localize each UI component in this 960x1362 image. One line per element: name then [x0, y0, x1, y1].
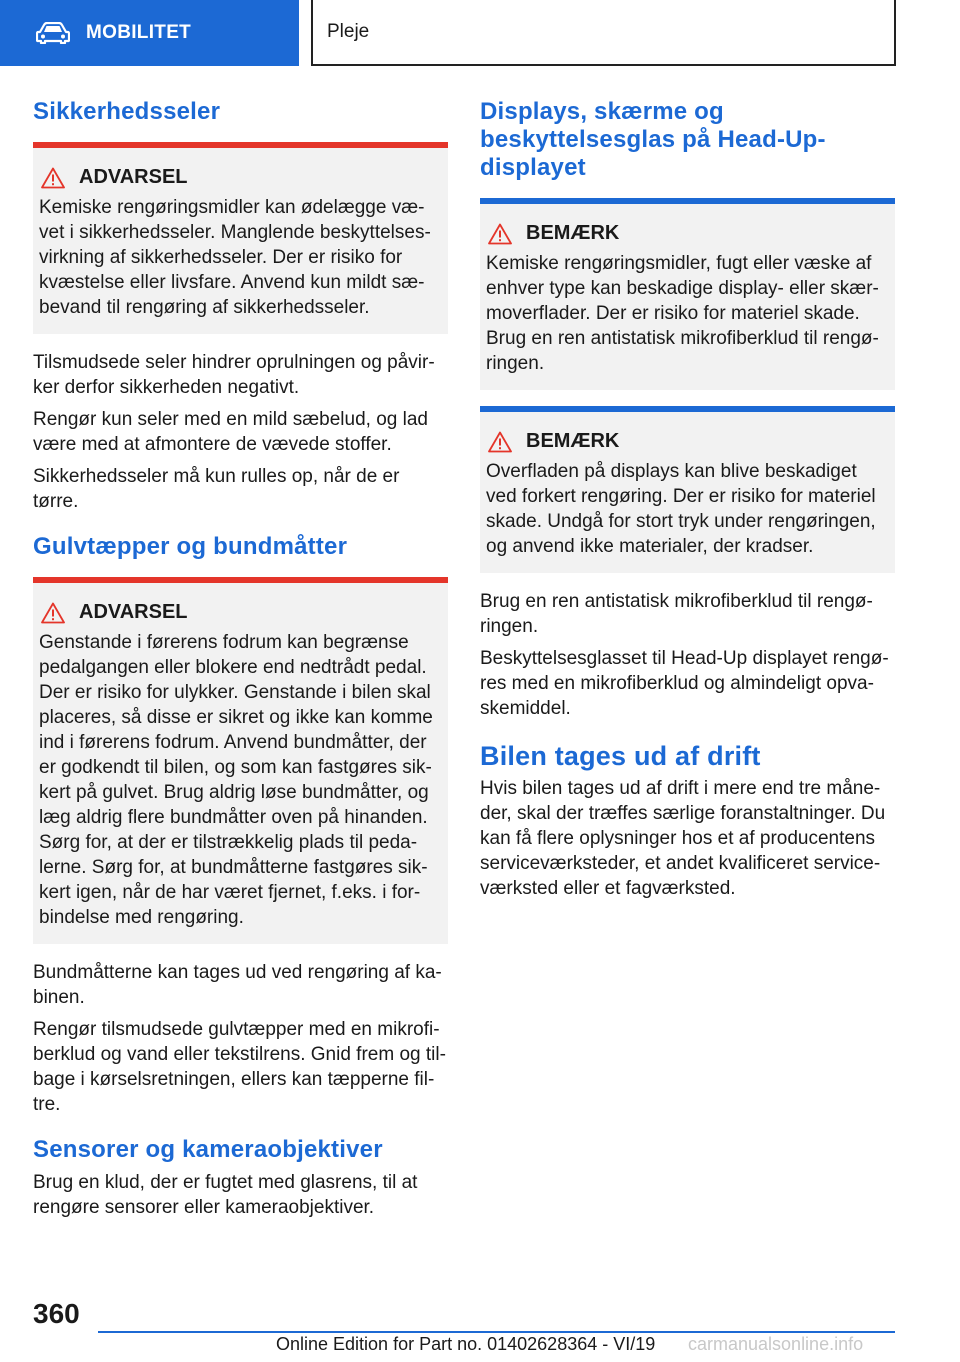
chapter-tab[interactable]: [0, 0, 299, 66]
paragraph: Bundmåtterne kan tages ud ved rengøring af ka-binen.: [33, 962, 442, 1008]
paragraph: Rengør tilsmudsede gulvtæpper med en mikrofi-berklud og vand eller tekstilrens. Gnid frem og til-bage i kørselsretningen, ellers kan tæpperne fil-tre.: [33, 1019, 446, 1115]
note-box-text: Kemiske rengøringsmidler, fugt eller væske af enhver type kan beskadige display- eller skær-moverflader. Der er risiko for materiel skade. Brug en ren antistatisk mikrofiberklud til rengø-ringen.: [486, 253, 879, 374]
note-box-text: Overfladen på displays kan blive beskadiget ved forkert rengøring. Der er risiko for materiel skade. Undgå for stort tryk under rengøringen, og anvend ikke materialer, der kradser.: [486, 461, 876, 557]
paragraph: Beskyttelsesglasset til Head-Up displayet rengø-res med en mikrofiberklud og almindeligt opva-skemiddel.: [480, 648, 889, 719]
paragraph: Tilsmudsede seler hindrer oprulningen og påvir-ker derfor sikkerheden negativt.: [33, 352, 435, 398]
warning-box-header: [39, 166, 440, 189]
note-box-header: [486, 222, 887, 245]
note-box-title: BEMÆRK: [526, 430, 620, 452]
warning-box-text: Kemiske rengøringsmidler kan ødelægge væ-vet i sikkerhedsseler. Manglende beskyttelses-virkning af sikkerhedsseler. Der er risiko for kvæstelse eller livsfare. Anvend kun mildt sæ-bevand til rengøring af sikkerhedsseler.: [39, 197, 431, 318]
warning-triangle-icon: [488, 223, 512, 245]
paragraph: Rengør kun seler med en mild sæbelud, og lad være med at afmontere de vævede stoffer.: [33, 409, 428, 455]
warning-box-text: Genstande i førerens fodrum kan begrænse pedalgangen eller blokere end nedtrådt pedal. Der er risiko for ulykker. Genstande i bilen skal placeres, så disse er sikret og ikke kan komme ind i førerens fodrum. Anvend bundmåtter, der er godkendt til bilen, og som kan fastgøres sik-kert på gulvet. Brug aldrig løse bundmåtter, og læg aldrig flere bundmåtter oven på hinanden. Sørg for, at der er tilstrækkelig plads til peda-lerne. Sørg for, at bundmåtterne fastgøres sik-kert igen, når de har været fjernet, f.eks. i for-bindelse med rengøring.: [39, 632, 433, 928]
warning-box-header: [39, 601, 440, 624]
paragraph: Hvis bilen tages ud af drift i mere end tre måne-der, skal der træffes særlige foranstaltninger. Du kan få flere oplysninger hos et af producentens serviceværksteder, et andet kvalificeret service-værksted eller et fagværksted.: [480, 778, 886, 899]
footer-divider: [98, 1331, 895, 1333]
warning-box-seatbelts: [33, 142, 448, 334]
section-title: Pleje: [327, 21, 370, 42]
heading-sensors: Sensorer og kameraobjektiver: [33, 1136, 383, 1163]
footer-edition-text: Online Edition for Part no. 01402628364 - VI/19: [276, 1334, 656, 1354]
heading-floor-mats: Gulvtæpper og bundmåtter: [33, 533, 348, 560]
paragraph: Sikkerhedsseler må kun rulles op, når de er tørre.: [33, 466, 400, 512]
heading-seatbelts: Sikkerhedsseler: [33, 98, 221, 125]
note-box-displays-1: [480, 198, 895, 390]
page-header: [0, 0, 960, 66]
warning-triangle-icon: [488, 431, 512, 453]
warning-box-floor-mats: [33, 577, 448, 944]
warning-box-title: ADVARSEL: [79, 166, 188, 188]
warning-triangle-icon: [41, 602, 65, 624]
note-box-displays-2: [480, 406, 895, 573]
warning-box-title: ADVARSEL: [79, 601, 188, 623]
car-icon: [36, 22, 70, 44]
note-box-title: BEMÆRK: [526, 222, 620, 244]
note-box-header: [486, 430, 887, 453]
paragraph: Brug en ren antistatisk mikrofiberklud til rengø-ringen.: [480, 591, 873, 637]
warning-triangle-icon: [41, 167, 65, 189]
watermark: carmanualsonline.info: [688, 1334, 864, 1354]
left-column: [33, 98, 448, 1227]
page-number: 360: [33, 1298, 80, 1329]
heading-displays: Displays, skærme og beskyttelsesglas på Head-Up-displayet: [480, 98, 826, 181]
heading-decommission: Bilen tages ud af drift: [480, 741, 761, 771]
chapter-tab-label: MOBILITET: [86, 22, 192, 43]
section-title-box: [311, 0, 896, 66]
paragraph: Brug en klud, der er fugtet med glasrens, til at rengøre sensorer eller kameraobjektiver.: [33, 1172, 418, 1218]
right-column: [480, 98, 895, 908]
